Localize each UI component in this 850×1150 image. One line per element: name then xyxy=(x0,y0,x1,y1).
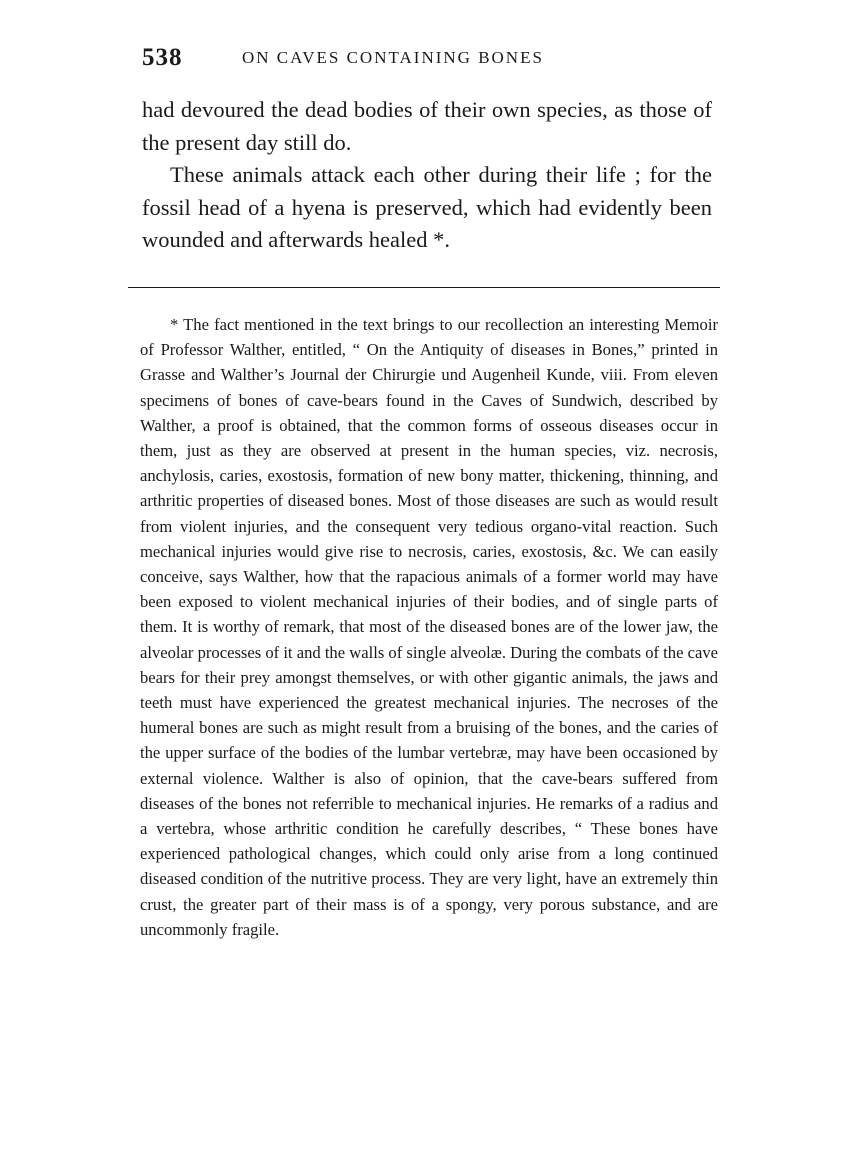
paragraph-hyena: These animals attack each other during their life ; for the fossil head of a hyena is preserved, which had evidently been wounded and afterwards healed *. xyxy=(142,162,712,252)
page-header xyxy=(142,44,722,80)
running-head: ON CAVES CONTAINING BONES xyxy=(242,48,544,67)
page-number: 538 xyxy=(142,44,183,71)
footnote: * The fact mentioned in the text brings to our recollection an interesting Memoir of Professor Walther, entitled, “ On the Antiquity of diseases in Bones,” printed in Grasse and Walther’s Journal der Chirurgie und Augenheil Kunde, viii. From eleven specimens of bones of cave-bears found in the Caves of Sundwich, described by Walther, a proof is obtained, that the common forms of osseous diseases occur in them, just as they are observed at present in the human species, viz. necrosis, anchylosis, caries, exostosis, formation of new bony matter, thickening, thinning, and arthritic properties of diseased bones. Most of those diseases are such as would result from violent injuries, and the consequent very tedious organo-vital reaction. Such mechanical injuries would give rise to necrosis, caries, exostosis, &c. We can easily conceive, says Walther, how that the rapacious animals of a former world may have been exposed to violent mechanical injuries of their bodies, and of single parts of them. It is worthy of remark, that most of the diseased bones are of the lower jaw, the alveolar processes of it and the walls of single alveolæ. During the combats of the cave bears for their prey amongst themselves, or with other gigantic animals, the jaws and teeth must have experienced the greatest mechanical injuries. The necroses of the humeral bones are such as might result from a bruising of the bones, and the caries of the upper surface of the bodies of the lumbar vertebræ, may have been occasioned by external violence. Walther is also of opinion, that the cave-bears suffered from diseases of the bones not referrible to mechanical injuries. He remarks of a radius and a vertebra, whose arthritic condition he carefully describes, “ These bones have experienced pathological changes, which could only arise from a long continued diseased condition of the nutritive process. They are very light, have an extremely thin crust, the greater part of their mass is of a spongy, very porous substance, and are uncommonly fragile. xyxy=(140,315,718,939)
paragraph-continued: had devoured the dead bodies of their own species, as those of the present day still do. xyxy=(142,97,712,155)
footnote-separator xyxy=(128,287,720,288)
main-text xyxy=(142,94,712,257)
